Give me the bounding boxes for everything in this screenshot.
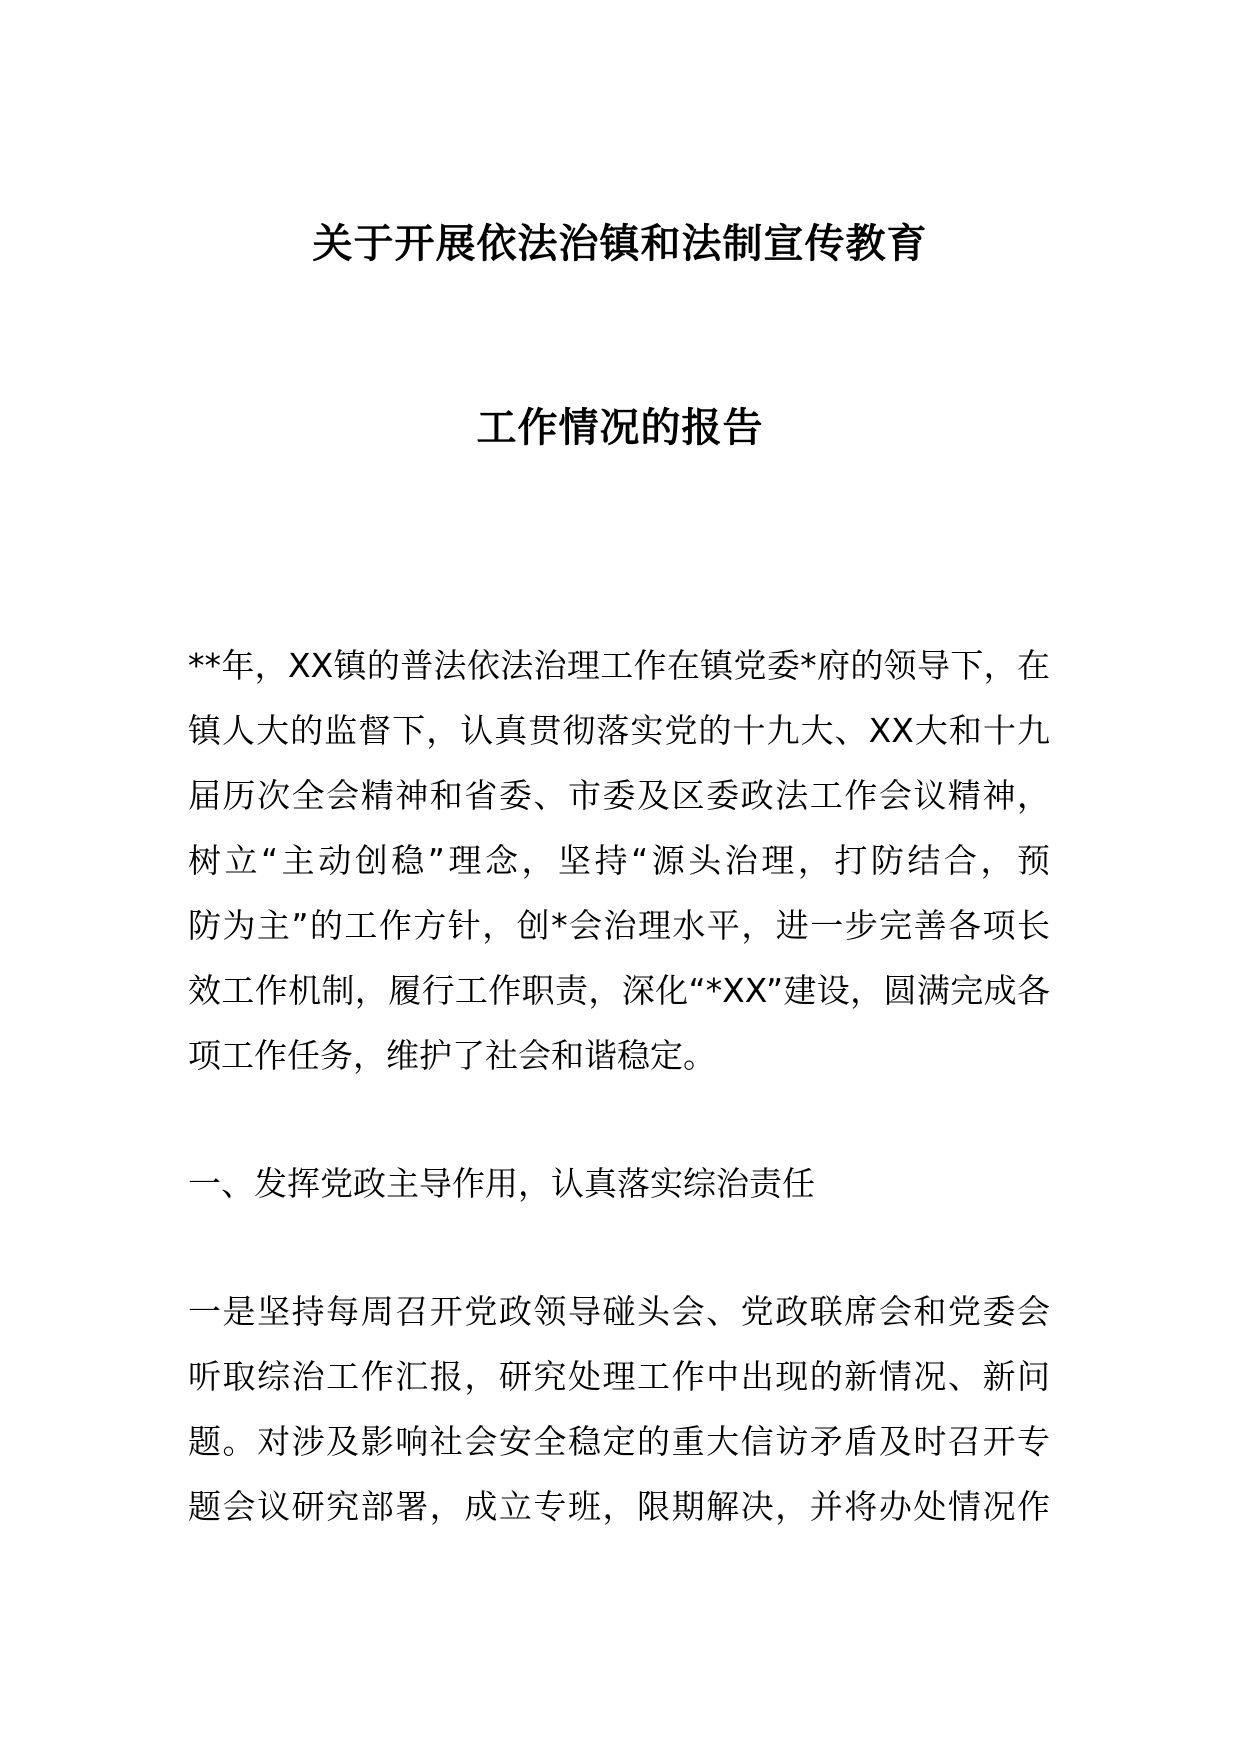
paragraph-line: 效工作机制，履行工作职责，深化“*XX”建设，圆满完成各	[188, 971, 1050, 1010]
paragraph-line: 项工作任务，维护了社会和谐稳定。	[188, 1036, 716, 1075]
paragraph-line: 题。对涉及影响社会安全稳定的重大信访矛盾及时召开专	[188, 1422, 1050, 1461]
paragraph-line: 一是坚持每周召开党政领导碰头会、党政联席会和党委会	[188, 1292, 1050, 1331]
paragraph-line: 树立“主动创稳”理念，坚持“源头治理，打防结合，预	[188, 841, 1050, 880]
paragraph-line: 题会议研究部署，成立专班，限期解决，并将办处情况作	[188, 1487, 1050, 1526]
paragraph-line: 防为主”的工作方针，创*会治理水平，进一步完善各项长	[188, 906, 1050, 945]
paragraph-line: **年，XX镇的普法依法治理工作在镇党委*府的领导下，在	[188, 646, 1050, 685]
paragraph-line: 镇人大的监督下，认真贯彻落实党的十九大、XX大和十九	[188, 711, 1050, 750]
paragraph-line: 届历次全会精神和省委、市委及区委政法工作会议精神，	[188, 776, 1050, 815]
title-line-1: 关于开展依法治镇和法制宣传教育	[312, 221, 928, 267]
paragraph-line: 听取综治工作汇报，研究处理工作中出现的新情况、新问	[188, 1357, 1050, 1396]
title-line-2: 工作情况的报告	[476, 405, 764, 451]
section-heading: 一、发挥党政主导作用，认真落实综治责任	[188, 1164, 815, 1203]
